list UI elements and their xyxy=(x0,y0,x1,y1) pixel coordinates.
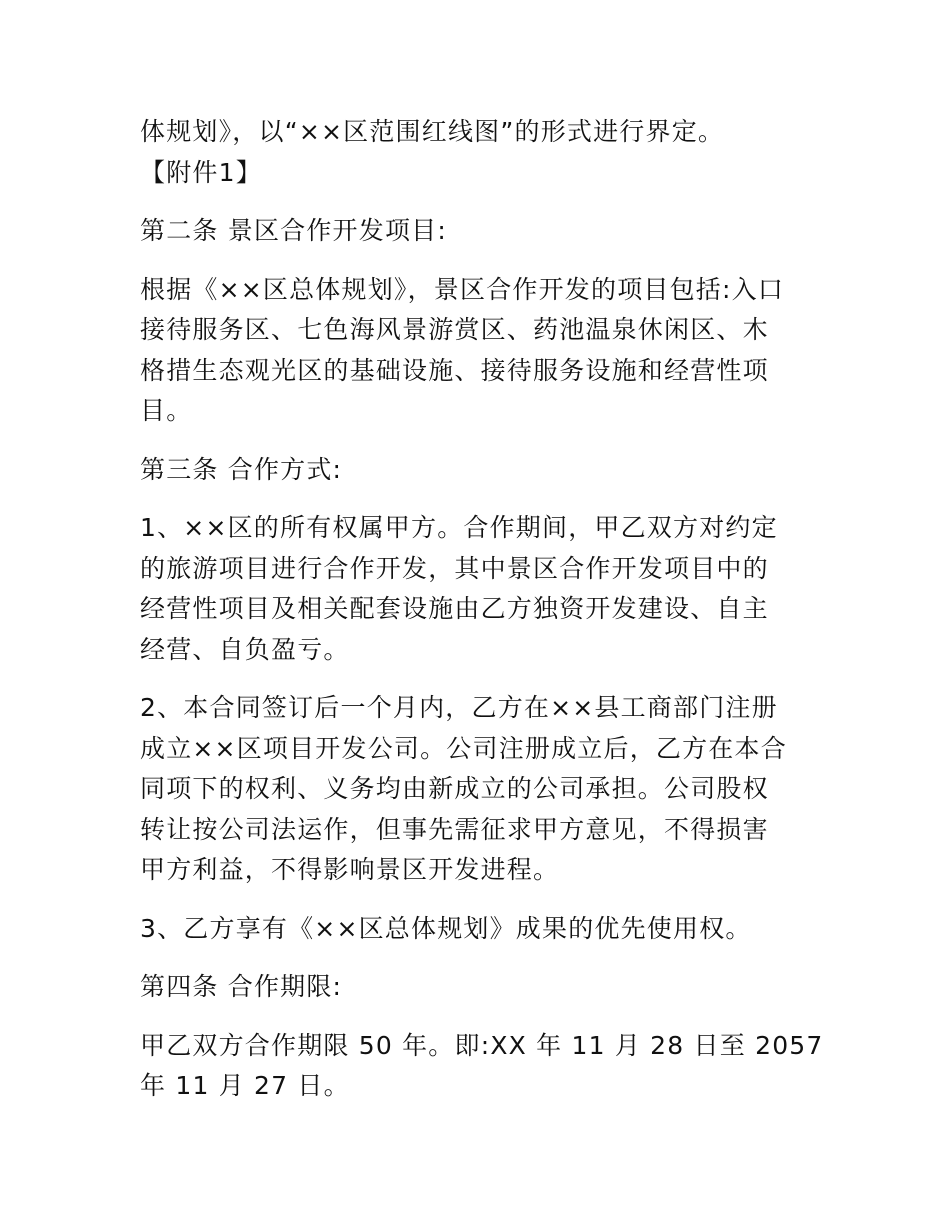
text-line: 转让按公司法运作，但事先需征求甲方意见，不得损害 xyxy=(140,814,769,844)
text-line: 第四条 合作期限: xyxy=(140,972,343,1001)
paragraph-projects xyxy=(140,270,820,432)
text-line: 目。 xyxy=(140,396,193,425)
text-line: 2、本合同签订后一个月内，乙方在××县工商部门注册 xyxy=(140,693,778,722)
text-line: 【附件1】 xyxy=(140,157,262,187)
article-heading-4 xyxy=(140,967,820,1008)
text-line: 成立××区项目开发公司。公司注册成立后，乙方在本合 xyxy=(140,733,787,763)
text-line: 经营、自负盈亏。 xyxy=(140,634,350,664)
paragraph-clause-1 xyxy=(140,508,820,670)
text-line: 甲方利益，不得影响景区开发进程。 xyxy=(140,855,560,884)
text-line: 第二条 景区合作开发项目: xyxy=(140,216,447,245)
text-line: 3、乙方享有《××区总体规划》成果的优先使用权。 xyxy=(140,913,752,943)
paragraph-term xyxy=(140,1026,824,1107)
paragraph-clause-2 xyxy=(140,688,820,891)
text-line: 接待服务区、七色海风景游赏区、药池温泉休闲区、木 xyxy=(140,315,769,344)
text-line: 经营性项目及相关配套设施由乙方独资开发建设、自主 xyxy=(140,594,769,623)
text-line: 的旅游项目进行合作开发，其中景区合作开发项目中的 xyxy=(140,553,769,583)
text-line: 甲乙双方合作期限 50 年。即:XX 年 11 月 28 日至 2057 xyxy=(140,1030,824,1060)
paragraph-clause-3 xyxy=(140,909,820,950)
text-line: 第三条 合作方式: xyxy=(140,454,343,484)
text-line: 格措生态观光区的基础设施、接待服务设施和经营性项 xyxy=(140,355,769,385)
text-line: 体规划》，以“××区范围红线图”的形式进行界定。 xyxy=(140,117,725,146)
text-line: 年 11 月 27 日。 xyxy=(140,1071,350,1100)
article-heading-2 xyxy=(140,211,820,252)
article-heading-3 xyxy=(140,450,820,491)
text-line: 1、××区的所有权属甲方。合作期间，甲乙双方对约定 xyxy=(140,513,778,542)
document-page xyxy=(140,112,824,1125)
paragraph-scope-definition xyxy=(140,112,820,193)
text-line: 同项下的权利、义务均由新成立的公司承担。公司股权 xyxy=(140,774,769,803)
text-line: 根据《××区总体规划》，景区合作开发的项目包括:入口 xyxy=(140,274,785,304)
